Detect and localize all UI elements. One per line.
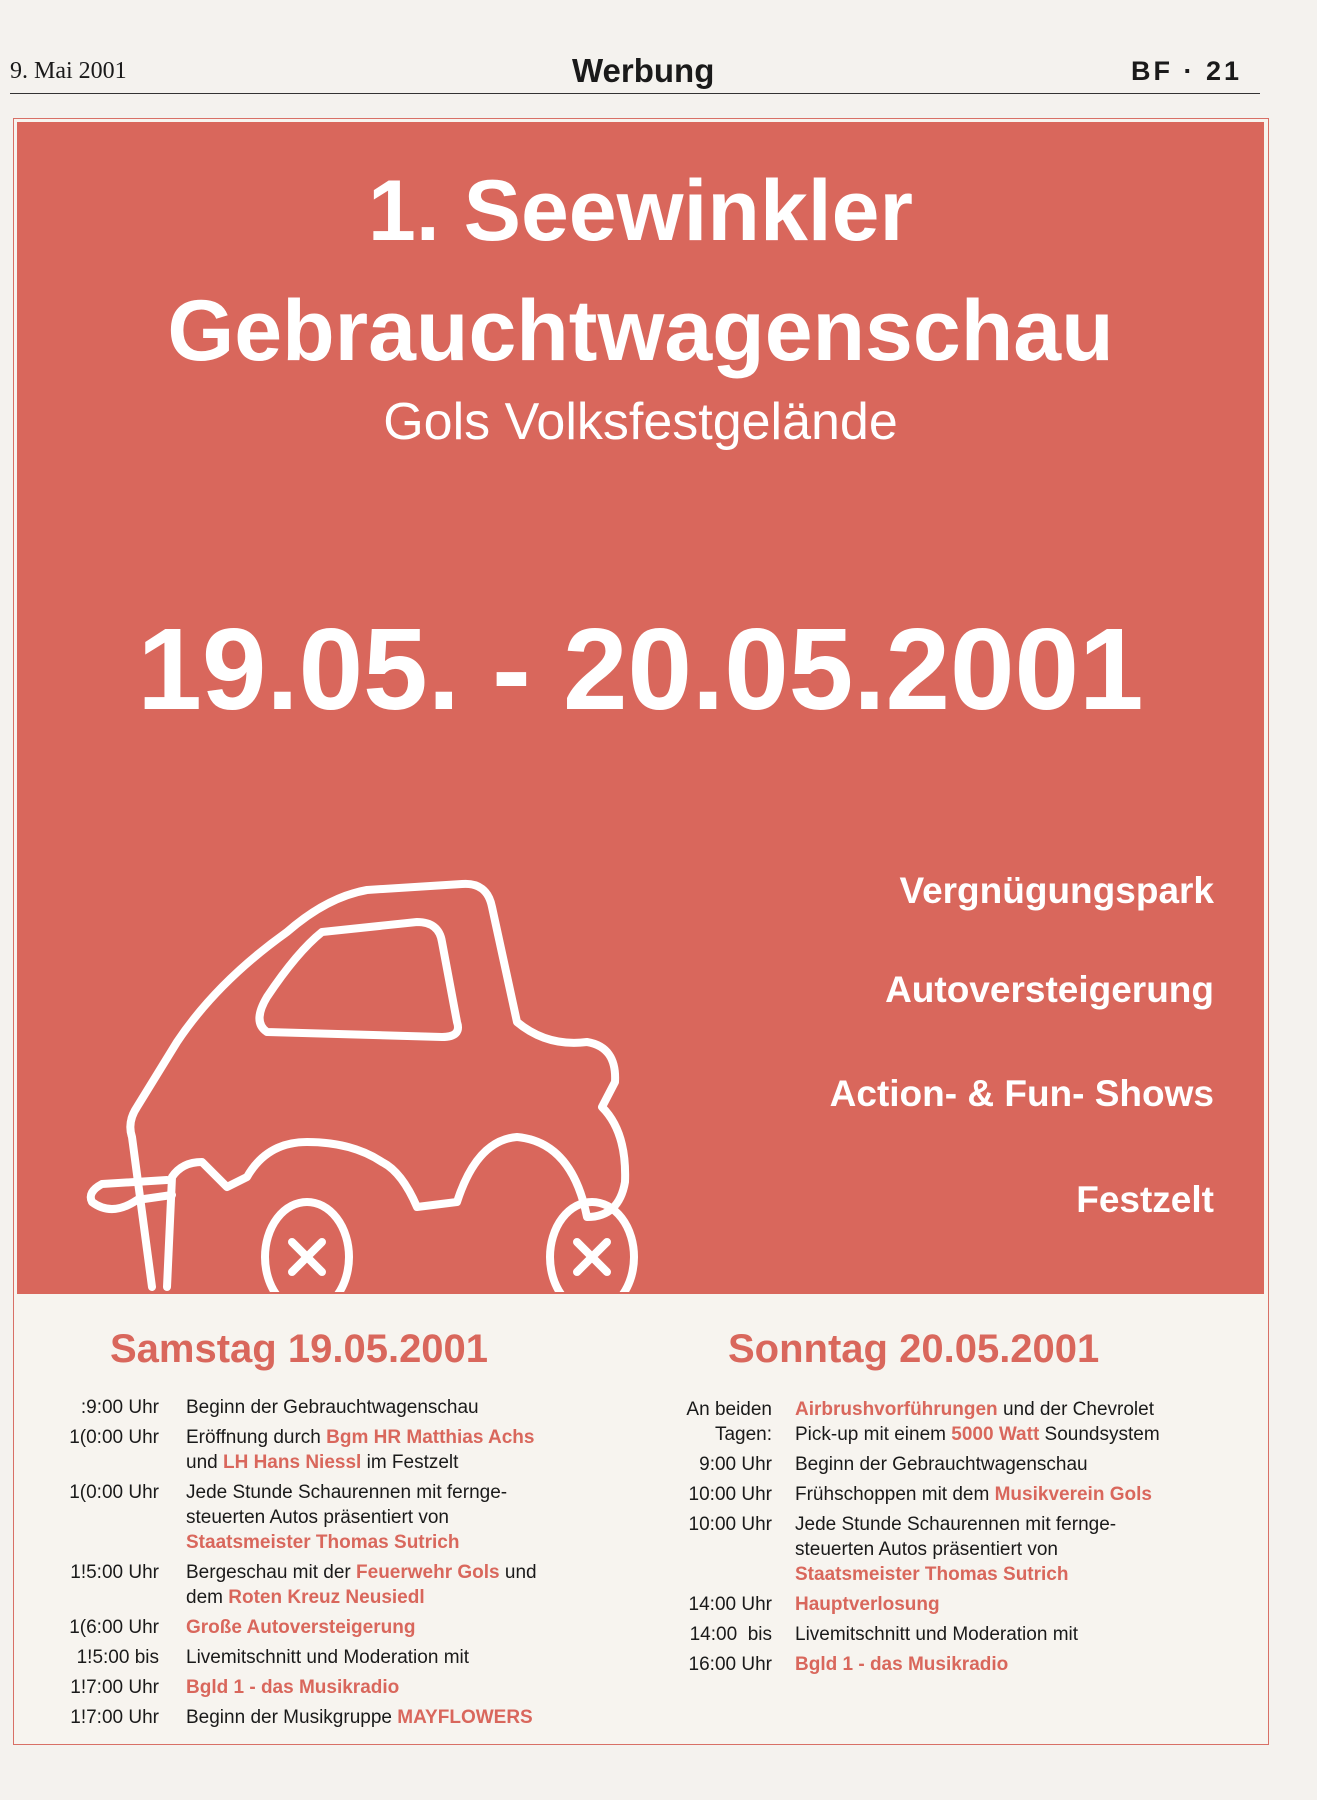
schedule-time: 14:00 Uhr bbox=[688, 1594, 772, 1615]
feature-action-fun-shows: Action- & Fun- Shows bbox=[829, 1073, 1214, 1114]
plain-text: Frühschoppen mit dem bbox=[795, 1484, 995, 1505]
highlight-text: Roten Kreuz Neusiedl bbox=[228, 1587, 425, 1608]
schedule-time: 10:00 Uhr bbox=[688, 1484, 772, 1505]
description-line bbox=[186, 1450, 534, 1475]
description-line bbox=[795, 1482, 1152, 1507]
plain-text: und bbox=[499, 1562, 537, 1583]
schedule-description bbox=[795, 1512, 1116, 1587]
highlight-text: Bgld 1 - das Musikradio bbox=[186, 1677, 400, 1698]
car-icon bbox=[67, 872, 667, 1292]
description-line bbox=[795, 1397, 1160, 1422]
saturday-heading: Samstag 19.05.2001 bbox=[110, 1327, 489, 1371]
schedule-description bbox=[795, 1482, 1152, 1507]
advertisement bbox=[13, 118, 1269, 1745]
plain-text: und der Chevrolet bbox=[997, 1399, 1154, 1420]
description-line bbox=[186, 1480, 507, 1505]
highlight-text: Bgld 1 - das Musikradio bbox=[795, 1654, 1009, 1675]
plain-text: steuerten Autos präsentiert von bbox=[795, 1539, 1058, 1560]
ad-title-line2: Gebrauchtwagenschau bbox=[167, 283, 1114, 379]
plain-text: Beginn der Musikgruppe bbox=[186, 1707, 398, 1728]
plain-text: Livemitschnitt und Moderation mit bbox=[186, 1647, 470, 1668]
highlight-text: Staatsmeister Thomas Sutrich bbox=[795, 1564, 1069, 1585]
description-line bbox=[795, 1562, 1116, 1587]
highlight-text: 5000 Watt bbox=[951, 1424, 1040, 1445]
schedule-description bbox=[795, 1592, 940, 1617]
header-section: Werbung bbox=[572, 52, 715, 89]
schedule-time: 1(0:00 Uhr bbox=[69, 1427, 159, 1448]
plain-text: Jede Stunde Schaurennen mit fernge- bbox=[186, 1482, 508, 1503]
plain-text: Beginn der Gebrauchtwagenschau bbox=[186, 1397, 479, 1418]
ad-dates: 19.05. - 20.05.2001 bbox=[137, 604, 1144, 734]
header-page-number: BF · 21 bbox=[1131, 56, 1243, 86]
ad-banner bbox=[17, 122, 1264, 1294]
schedule-time: 1!5:00 bis bbox=[76, 1647, 159, 1668]
description-line bbox=[186, 1395, 479, 1420]
schedule-time: 16:00 Uhr bbox=[688, 1654, 772, 1675]
description-line bbox=[795, 1452, 1088, 1477]
plain-text: Eröffnung durch bbox=[186, 1427, 327, 1448]
plain-text: Soundsystem bbox=[1039, 1424, 1160, 1445]
feature-amusement-park: Vergnügungspark bbox=[899, 870, 1214, 911]
schedule-time: 1!7:00 Uhr bbox=[70, 1707, 159, 1728]
highlight-text: Große Autoversteigerung bbox=[186, 1617, 416, 1638]
description-line bbox=[795, 1512, 1116, 1537]
schedule-description bbox=[186, 1615, 415, 1640]
description-line bbox=[186, 1705, 533, 1730]
schedule-time: 10:00 Uhr bbox=[688, 1514, 772, 1535]
sunday-heading: Sonntag 20.05.2001 bbox=[728, 1327, 1100, 1371]
schedule-description bbox=[795, 1652, 1008, 1677]
plain-text: Beginn der Gebrauchtwagenschau bbox=[795, 1454, 1088, 1475]
header-date: 9. Mai 2001 bbox=[10, 58, 127, 84]
description-line bbox=[795, 1422, 1160, 1447]
description-line bbox=[186, 1560, 537, 1585]
description-line bbox=[795, 1622, 1078, 1647]
highlight-text: Bgm HR Matthias Achs bbox=[326, 1427, 535, 1448]
schedule-description bbox=[186, 1645, 469, 1670]
plain-text: im Festzelt bbox=[361, 1452, 459, 1473]
ad-location: Gols Volksfestgelände bbox=[383, 393, 898, 451]
highlight-text: LH Hans Niessl bbox=[222, 1452, 362, 1473]
description-line bbox=[186, 1615, 415, 1640]
highlight-text: Staatsmeister Thomas Sutrich bbox=[186, 1532, 460, 1553]
plain-text: Livemitschnitt und Moderation mit bbox=[795, 1624, 1079, 1645]
description-line bbox=[186, 1645, 469, 1670]
description-line bbox=[795, 1537, 1116, 1562]
schedule-time: 1(6:00 Uhr bbox=[69, 1617, 159, 1638]
header-rule bbox=[10, 93, 1260, 94]
highlight-text: Musikverein Gols bbox=[994, 1484, 1152, 1505]
plain-text: dem bbox=[186, 1587, 229, 1608]
schedule-time: 1!5:00 Uhr bbox=[70, 1562, 159, 1583]
schedule-time: 9:00 Uhr bbox=[699, 1454, 772, 1475]
ad-title-line1: 1. Seewinkler bbox=[368, 163, 913, 259]
schedule-description bbox=[186, 1560, 537, 1610]
description-line bbox=[186, 1505, 507, 1530]
description-line bbox=[186, 1585, 537, 1610]
highlight-text: Feuerwehr Gols bbox=[356, 1562, 500, 1583]
schedule-time: :9:00 Uhr bbox=[80, 1397, 159, 1418]
feature-car-auction: Autoversteigerung bbox=[885, 969, 1214, 1010]
description-line bbox=[186, 1530, 507, 1555]
highlight-text: Airbrushvorführungen bbox=[795, 1399, 998, 1420]
schedule-description bbox=[186, 1425, 534, 1475]
highlight-text: Hauptverlosung bbox=[795, 1594, 940, 1615]
schedule-time: An beiden Tagen: bbox=[686, 1399, 772, 1445]
plain-text: Bergeschau mit der bbox=[186, 1562, 357, 1583]
plain-text: und bbox=[186, 1452, 223, 1473]
schedule-description bbox=[795, 1452, 1088, 1477]
schedule-time: 1(0:00 Uhr bbox=[69, 1482, 159, 1503]
description-line bbox=[795, 1652, 1008, 1677]
schedule-description bbox=[186, 1480, 507, 1555]
schedule-description bbox=[795, 1622, 1078, 1647]
description-line bbox=[186, 1425, 534, 1450]
highlight-text: MAYFLOWERS bbox=[397, 1707, 533, 1728]
description-line bbox=[795, 1592, 940, 1617]
schedule-description bbox=[795, 1397, 1160, 1447]
schedule-description bbox=[186, 1675, 399, 1700]
feature-festival-tent: Festzelt bbox=[1076, 1179, 1214, 1220]
plain-text: Jede Stunde Schaurennen mit fernge- bbox=[795, 1514, 1117, 1535]
plain-text: Pick-up mit einem bbox=[795, 1424, 952, 1445]
schedule-description bbox=[186, 1395, 479, 1420]
schedule-time: 14:00 bis bbox=[689, 1624, 772, 1645]
schedule-time: 1!7:00 Uhr bbox=[70, 1677, 159, 1698]
schedule-description bbox=[186, 1705, 533, 1730]
description-line bbox=[186, 1675, 399, 1700]
plain-text: steuerten Autos präsentiert von bbox=[186, 1507, 449, 1528]
